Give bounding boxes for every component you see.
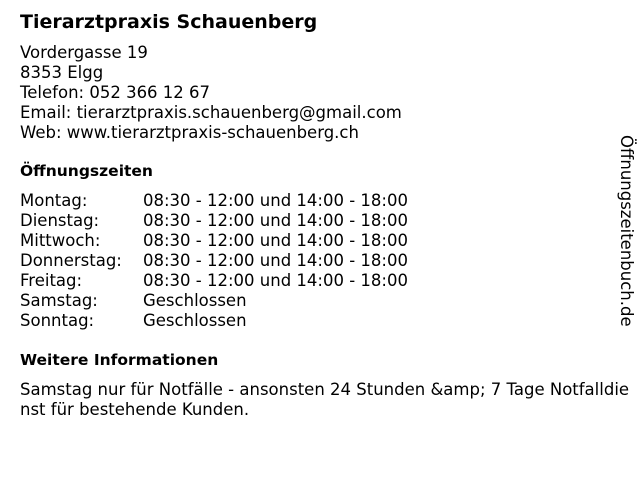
- hours-row-friday: [20, 271, 620, 291]
- address-block: [20, 43, 620, 143]
- day-hours: Geschlossen: [143, 311, 247, 330]
- hours-row-saturday: [20, 291, 620, 311]
- hours-row-sunday: [20, 311, 620, 331]
- day-hours: 08:30 - 12:00 und 14:00 - 18:00: [143, 271, 408, 290]
- more-info-text: Samstag nur für Notfälle - ansonsten 24 Stunden &amp; 7 Tage Notfalldienst für bestehende Kunden.: [20, 380, 630, 419]
- day-hours: 08:30 - 12:00 und 14:00 - 18:00: [143, 231, 408, 250]
- day-label: Dienstag:: [20, 211, 100, 230]
- phone-number: Telefon: 052 366 12 67: [20, 83, 211, 102]
- day-hours: Geschlossen: [143, 291, 247, 310]
- hours-row-wednesday: [20, 231, 620, 251]
- email-address: Email: tierarztpraxis.schauenberg@gmail.com: [20, 103, 402, 122]
- hours-row-tuesday: [20, 211, 620, 231]
- more-info-heading: Weitere Informationen: [20, 351, 219, 369]
- source-watermark: Öffnungszeitenbuch.de: [617, 135, 636, 327]
- opening-hours-table: [20, 191, 620, 331]
- opening-hours-heading: Öffnungszeiten: [20, 162, 153, 180]
- practice-name: Tierarztpraxis Schauenberg: [20, 11, 318, 33]
- website-url: Web: www.tierarztpraxis-schauenberg.ch: [20, 123, 359, 142]
- day-hours: 08:30 - 12:00 und 14:00 - 18:00: [143, 251, 408, 270]
- day-label: Freitag:: [20, 271, 83, 290]
- hours-row-monday: [20, 191, 620, 211]
- street-address: Vordergasse 19: [20, 43, 148, 62]
- city-address: 8353 Elgg: [20, 63, 104, 82]
- hours-row-thursday: [20, 251, 620, 271]
- day-label: Sonntag:: [20, 311, 95, 330]
- day-label: Montag:: [20, 191, 88, 210]
- day-label: Donnerstag:: [20, 251, 122, 270]
- day-hours: 08:30 - 12:00 und 14:00 - 18:00: [143, 211, 408, 230]
- day-hours: 08:30 - 12:00 und 14:00 - 18:00: [143, 191, 408, 210]
- day-label: Samstag:: [20, 291, 98, 310]
- day-label: Mittwoch:: [20, 231, 101, 250]
